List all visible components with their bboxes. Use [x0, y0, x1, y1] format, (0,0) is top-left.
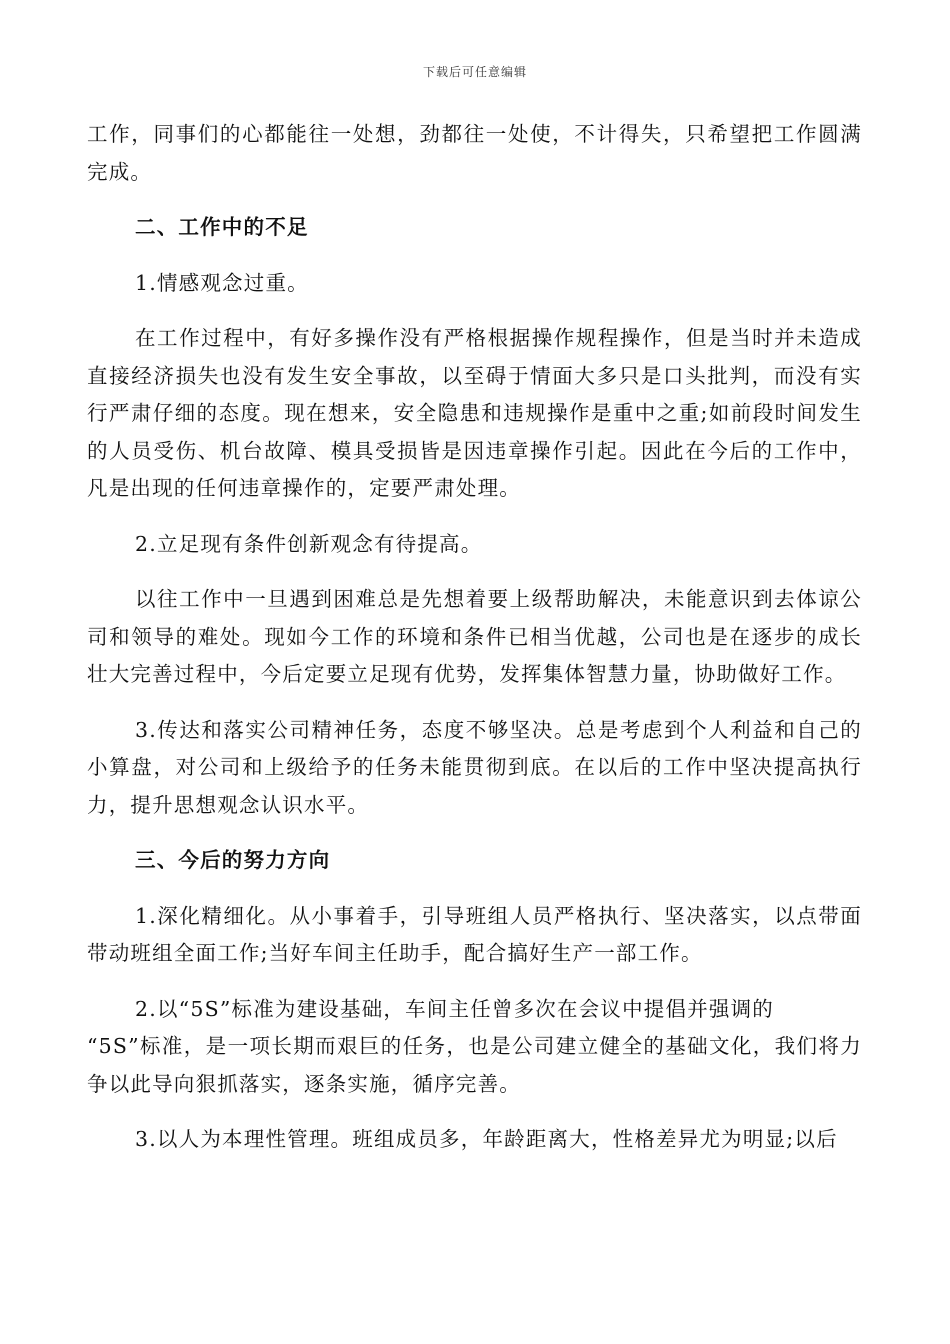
document-body	[87, 116, 862, 1159]
paragraph-direction-1: 1.深化精细化。从小事着手，引导班组人员严格执行、坚决落实，以点带面带动班组全面工作;当好车间主任助手，配合搞好生产一部工作。	[87, 903, 862, 965]
paragraph: 以往工作中一旦遇到困难总是先想着要上级帮助解决，未能意识到去体谅公司和领导的难处。现如今工作的环境和条件已相当优越，公司也是在逐步的成长壮大完善过程中，今后定要立足现有优势，发挥集体智慧力量，协助做好工作。	[87, 587, 862, 686]
item-heading-2: 2.立足现有条件创新观念有待提高。	[135, 531, 483, 556]
item-heading-1: 1.情感观念过重。	[135, 270, 309, 295]
page-header: 下载后可任意编辑	[422, 65, 527, 79]
section-heading-direction: 三、今后的努力方向	[135, 848, 331, 872]
paragraph-direction-2-cont: “5S”标准，是一项长期而艰巨的任务，也是公司建立健全的基础文化，我们将力争以此导向狠抓落实，逐条实施，循序完善。	[87, 1034, 862, 1096]
paragraph-continued: 工作，同事们的心都能往一处想，劲都往一处使，不计得失，只希望把工作圆满完成。	[87, 122, 862, 184]
paragraph: 在工作过程中，有好多操作没有严格根据操作规程操作，但是当时并未造成直接经济损失也没有发生安全事故，以至碍于情面大多只是口头批判，而没有实行严肃仔细的态度。现在想来，安全隐患和违规操作是重中之重;如前段时间发生的人员受伤、机台故障、模具受损皆是因违章操作引起。因此在今后的工作中，凡是出现的任何违章操作的，定要严肃处理。	[87, 326, 862, 500]
section-heading-shortcomings: 二、工作中的不足	[135, 215, 309, 239]
paragraph-direction-2: 2.以“5S”标准为建设基础，车间主任曾多次在会议中提倡并强调的	[135, 996, 775, 1021]
paragraph-direction-3: 3.以人为本理性管理。班组成员多，年龄距离大，性格差异尤为明显;以后	[135, 1127, 838, 1151]
paragraph-item-3: 3.传达和落实公司精神任务，态度不够坚决。总是考虑到个人利益和自己的小算盘，对公司和上级给予的任务未能贯彻到底。在以后的工作中坚决提高执行力，提升思想观念认识水平。	[87, 717, 862, 817]
